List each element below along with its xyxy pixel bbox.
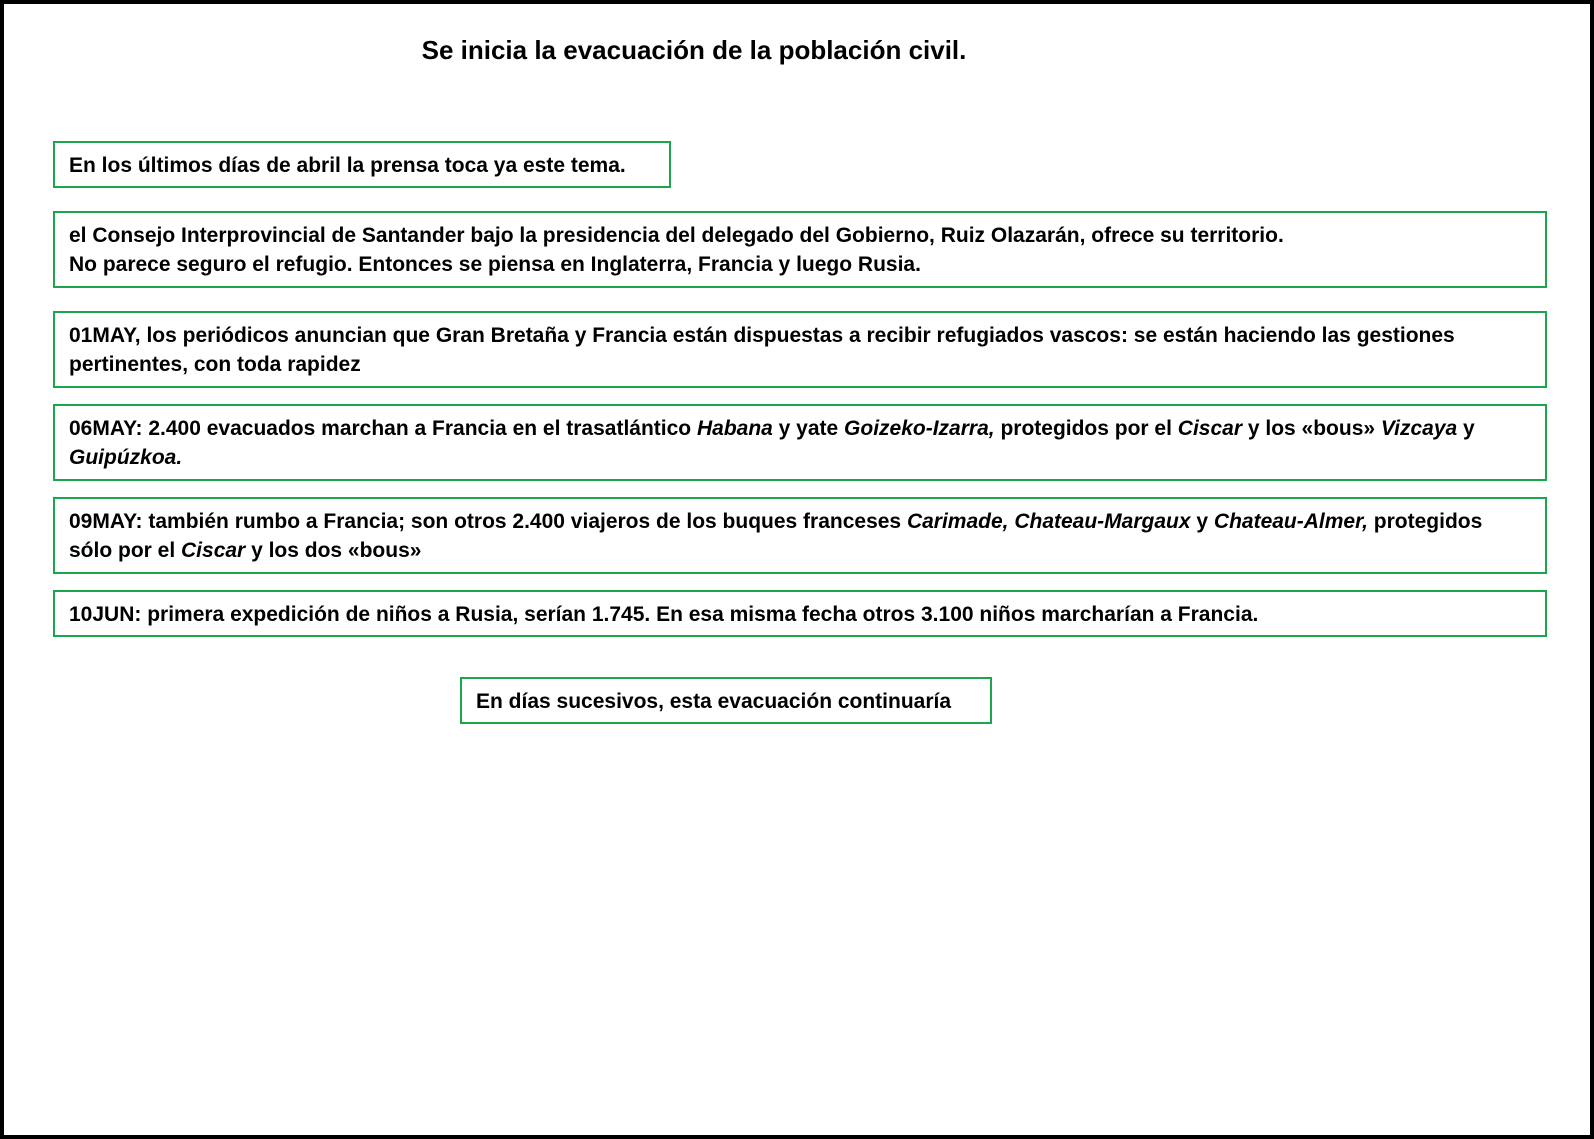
slide — [4, 4, 1590, 1135]
jun10-box — [53, 590, 1547, 637]
ship-name: Guipúzkoa. — [69, 446, 183, 469]
slide-title: Se inicia la evacuación de la población civil. — [421, 35, 967, 65]
santander-box — [53, 211, 1547, 288]
may06-text: y los «bous» — [1242, 417, 1381, 440]
may06-text: y yate — [772, 417, 845, 440]
may01-text: 01MAY, los periódicos anuncian que Gran Bretaña y Francia están dispuestas a recibir refugiados vascos: se están haciendo las gestiones pertinentes, con toda rapidez — [69, 324, 1455, 376]
ship-name: Habana — [696, 417, 773, 440]
may06-text: 06MAY: 2.400 evacuados marchan a Francia en el trasatlántico — [69, 417, 697, 440]
may06-text: protegidos por el — [994, 417, 1178, 440]
ship-name: Goizeko-Izarra, — [844, 417, 995, 440]
ship-name: Vizcaya — [1380, 417, 1458, 440]
may06-box — [53, 404, 1547, 481]
intro-box — [53, 141, 671, 188]
santander-line-1: el Consejo Interprovincial de Santander bajo la presidencia del delegado del Gobierno, Ruiz Olazarán, ofrece su territorio. — [69, 224, 1284, 247]
may01-box — [53, 311, 1547, 388]
intro-text: En los últimos días de abril la prensa toca ya este tema. — [69, 154, 626, 177]
ship-name: Carimade, Chateau-Margaux — [906, 510, 1191, 533]
may06-text: y — [1457, 417, 1475, 440]
ship-name: Ciscar — [181, 539, 246, 562]
ship-name: Chateau-Almer, — [1213, 510, 1368, 533]
ship-name: Ciscar — [1177, 417, 1243, 440]
closing-text: En días sucesivos, esta evacuación continuaría — [476, 690, 952, 713]
may09-text: protegidos sólo por el — [69, 510, 1483, 562]
may09-text: y — [1190, 510, 1214, 533]
may09-box — [53, 497, 1547, 574]
may09-text: 09MAY: también rumbo a Francia; son otros 2.400 viajeros de los buques franceses — [69, 510, 907, 533]
may09-text: y los dos «bous» — [245, 539, 422, 562]
closing-box — [460, 677, 992, 724]
santander-line-2: No parece seguro el refugio. Entonces se piensa en Inglaterra, Francia y luego Rusia. — [69, 253, 921, 276]
jun10-text: 10JUN: primera expedición de niños a Rusia, serían 1.745. En esa misma fecha otros 3.100 niños marcharían a Francia. — [69, 603, 1259, 626]
